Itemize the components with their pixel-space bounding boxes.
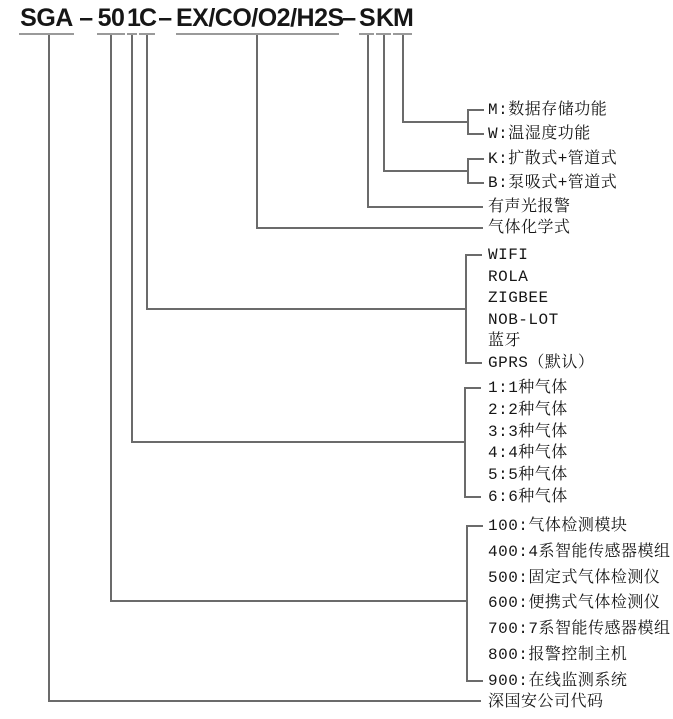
label-series-900: 900:在线监测系统 bbox=[488, 672, 628, 690]
label-gascount-6: 6:6种气体 bbox=[488, 488, 568, 506]
label-wireless-rola: ROLA bbox=[488, 268, 529, 286]
label-series-100: 100:气体检测模块 bbox=[488, 517, 628, 535]
label-sampling-k: K:扩散式+管道式 bbox=[488, 150, 618, 168]
code-segment-comm: C bbox=[139, 6, 155, 35]
bracket-wireless bbox=[465, 254, 467, 364]
line-comm-horizontal bbox=[146, 308, 466, 310]
bracket-gascount bbox=[464, 387, 466, 498]
line-series-vertical bbox=[110, 35, 112, 601]
code-segment-sga: SGA bbox=[19, 6, 74, 35]
line-alarm-horizontal bbox=[367, 206, 483, 208]
line-gascount-horizontal bbox=[131, 441, 465, 443]
line-sampling-vertical bbox=[383, 35, 385, 171]
bracket-wireless-tick-bottom bbox=[465, 362, 482, 364]
bracket-gascount-tick-bottom bbox=[464, 496, 481, 498]
code-segment-storage: M bbox=[393, 6, 412, 35]
code-dash: – bbox=[342, 4, 356, 32]
label-series-400: 400:4系智能传感器模组 bbox=[488, 543, 671, 561]
code-dash: – bbox=[79, 4, 93, 32]
label-sampling-b: B:泵吸式+管道式 bbox=[488, 174, 618, 192]
label-storage-w: W:温湿度功能 bbox=[488, 125, 591, 143]
label-wireless-wifi: WIFI bbox=[488, 246, 529, 264]
label-series-500: 500:固定式气体检测仪 bbox=[488, 569, 661, 587]
bracket-sampling bbox=[467, 158, 469, 184]
bracket-storage-tick-bottom bbox=[467, 133, 484, 135]
code-segment-gases: EX/CO/O2/H2S bbox=[176, 6, 339, 35]
line-storage-vertical bbox=[402, 35, 404, 122]
label-alarm: 有声光报警 bbox=[488, 198, 571, 216]
label-wireless-noblot: NOB-LOT bbox=[488, 311, 559, 329]
line-gasformula-horizontal bbox=[256, 227, 483, 229]
code-segment-gascount: 1 bbox=[127, 6, 137, 35]
line-gasformula-vertical bbox=[256, 35, 258, 228]
bracket-gascount-tick-top bbox=[464, 387, 481, 389]
label-series-700: 700:7系智能传感器模组 bbox=[488, 620, 671, 638]
label-wireless-zigbee: ZIGBEE bbox=[488, 289, 549, 307]
bracket-sampling-tick-bottom bbox=[467, 182, 484, 184]
bracket-wireless-tick-top bbox=[465, 254, 482, 256]
line-alarm-vertical bbox=[367, 35, 369, 207]
label-gascount-4: 4:4种气体 bbox=[488, 444, 568, 462]
line-gascount-vertical bbox=[131, 35, 133, 443]
code-dash: – bbox=[158, 4, 172, 32]
bracket-storage bbox=[467, 109, 469, 135]
code-segment-alarm: S bbox=[359, 6, 374, 35]
label-gascount-3: 3:3种气体 bbox=[488, 423, 568, 441]
code-segment-sampling: K bbox=[376, 6, 391, 35]
label-storage-m: M:数据存储功能 bbox=[488, 101, 608, 119]
line-sampling-horizontal bbox=[383, 170, 468, 172]
line-storage-horizontal bbox=[402, 121, 468, 123]
label-series-800: 800:报警控制主机 bbox=[488, 646, 628, 664]
label-gas-formula: 气体化学式 bbox=[488, 219, 571, 237]
line-company-vertical bbox=[48, 35, 50, 701]
bracket-series bbox=[466, 525, 468, 681]
bracket-series-tick-top bbox=[466, 525, 483, 527]
line-comm-vertical bbox=[146, 35, 148, 309]
bracket-series-tick-bottom bbox=[466, 680, 483, 682]
bracket-sampling-tick-top bbox=[467, 158, 484, 160]
label-gascount-1: 1:1种气体 bbox=[488, 379, 568, 397]
label-wireless-bluetooth: 蓝牙 bbox=[488, 332, 522, 350]
bracket-storage-tick-top bbox=[467, 109, 484, 111]
label-series-600: 600:便携式气体检测仪 bbox=[488, 594, 661, 612]
label-gascount-2: 2:2种气体 bbox=[488, 401, 568, 419]
line-series-horizontal bbox=[110, 600, 467, 602]
line-company-horizontal bbox=[48, 700, 481, 702]
code-segment-series: 50 bbox=[97, 6, 125, 35]
label-company-code: 深国安公司代码 bbox=[488, 693, 604, 711]
label-wireless-gprs: GPRS（默认） bbox=[488, 354, 595, 372]
label-gascount-5: 5:5种气体 bbox=[488, 466, 568, 484]
